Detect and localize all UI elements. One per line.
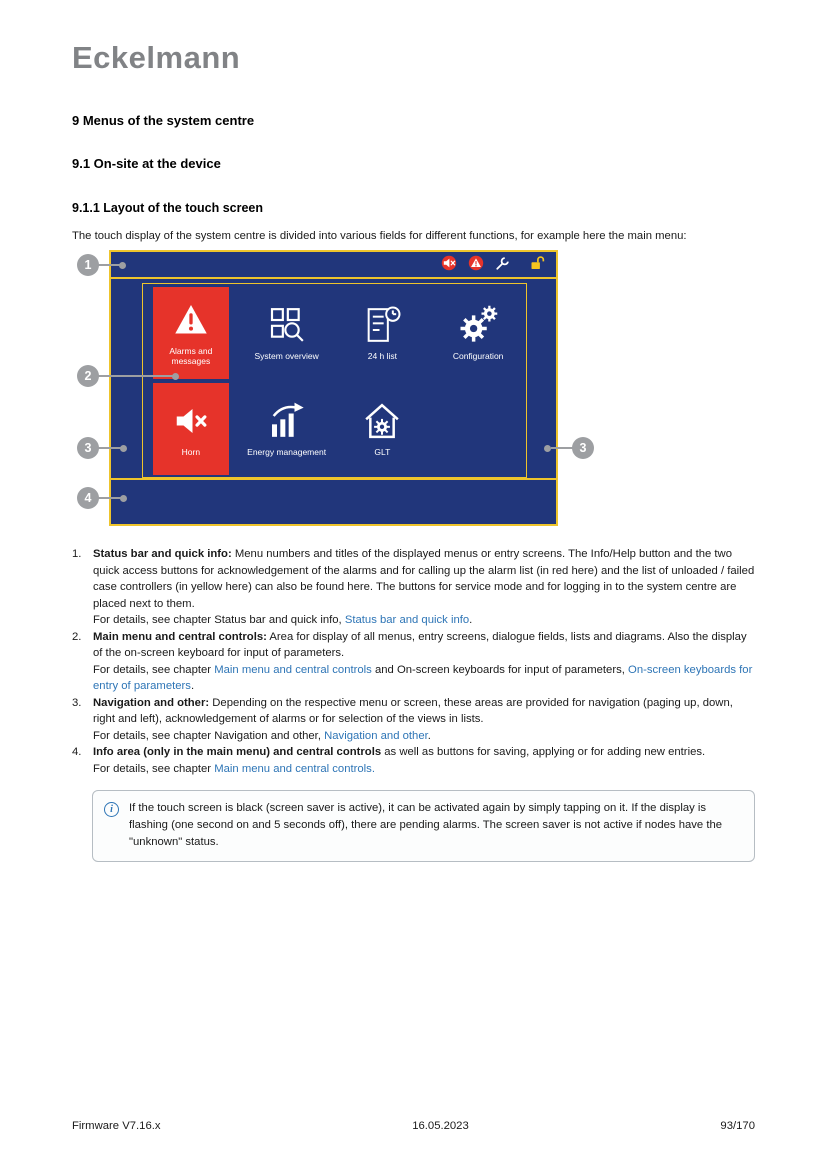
callout-dot <box>544 445 551 452</box>
heading-chapter: 9 Menus of the system centre <box>72 113 255 128</box>
info-icon: i <box>104 802 119 817</box>
warning-triangle-icon <box>172 299 210 341</box>
details-suffix: . <box>190 680 195 693</box>
gears-icon <box>457 304 499 346</box>
callout-dot <box>119 262 126 269</box>
callout-2-badge: 2 <box>77 365 99 387</box>
list-item-title: Main menu and central controls: <box>93 630 267 643</box>
cases-magnifier-icon <box>267 304 307 346</box>
eckelmann-logo: Eckelmann <box>72 40 241 75</box>
house-gear-icon <box>362 400 402 442</box>
tile-label: Energy management <box>247 447 327 458</box>
note-text: If the touch screen is black (screen saver is active), it can be activated again by simply tapping on it. If the display is flashing (one second on and 5 seconds off), there are pending alarms. The screen saver is not active if nodes have the "unknown" status. <box>129 802 723 849</box>
tile-energy-management <box>241 383 333 475</box>
info-area-strip <box>111 478 556 524</box>
callout-3-left-badge: 3 <box>77 437 99 459</box>
chapter-link-main-menu[interactable]: Main menu and central controls <box>214 663 372 676</box>
list-item-text: Menu numbers and titles of the displayed menus or entry screens. The Info/Help button and the two quick access buttons for acknowledgement of the alarms and for calling up the alarm list (in red here) and the list of unloaded / failed case controllers (in yellow here) can also be found here. The buttons for service mode and for logging in to the system centre are placed next to them. <box>93 548 755 610</box>
callout-4-badge: 4 <box>77 487 99 509</box>
info-note-box <box>92 790 755 862</box>
details-text: For details, see chapter <box>93 663 215 676</box>
heading-subsection: 9.1.1 Layout of the touch screen <box>72 201 264 215</box>
tile-horn <box>153 383 229 475</box>
list-item <box>72 629 755 695</box>
details-suffix: . <box>427 729 431 742</box>
menu-cell <box>335 381 431 478</box>
service-wrench-icon <box>495 256 510 274</box>
callout-line <box>97 497 122 499</box>
menu-cell-empty <box>430 381 526 478</box>
details-suffix: . <box>469 614 473 627</box>
list-number: 2. <box>72 630 82 643</box>
list-item-title: Info area (only in the main menu) and central controls <box>93 746 382 759</box>
touchscreen-image <box>109 250 558 526</box>
details-text: For details, see chapter Navigation and other, <box>93 729 325 742</box>
chapter-link-navigation[interactable]: Navigation and other <box>324 729 428 742</box>
menu-cell <box>335 284 431 381</box>
details-mid: and On-screen keyboards for input of parameters, <box>371 663 629 676</box>
list-item <box>72 546 755 628</box>
list-clock-icon <box>362 304 402 346</box>
details-text: For details, see chapter <box>93 762 215 775</box>
tile-24h-list <box>336 287 428 379</box>
tile-label: GLT <box>374 447 391 458</box>
mute-alarm-icon <box>441 255 457 274</box>
callout-dot <box>120 445 127 452</box>
tile-label: System overview <box>254 350 319 361</box>
main-menu-area <box>142 283 527 478</box>
tile-label: Horn <box>181 447 201 458</box>
heading-section: 9.1 On-site at the device <box>72 156 221 171</box>
menu-cell <box>143 381 239 478</box>
menu-cell <box>430 284 526 381</box>
tile-alarms-and-messages <box>153 287 229 379</box>
touchscreen-figure <box>72 250 755 534</box>
list-item-title: Navigation and other: <box>93 696 210 709</box>
page-footer <box>72 1120 755 1132</box>
speaker-muted-icon <box>171 400 211 442</box>
intro-paragraph: The touch display of the system centre is divided into various fields for different functions, for example here the main menu: <box>72 230 687 242</box>
tile-label: 24 h list <box>367 350 398 361</box>
callout-3-right-badge: 3 <box>572 437 594 459</box>
bar-chart-arrow-icon <box>267 400 307 442</box>
callout-line <box>97 375 175 377</box>
tile-configuration <box>432 287 524 379</box>
tile-system-overview <box>241 287 333 379</box>
alarm-list-icon <box>468 255 484 274</box>
chapter-link-status-bar[interactable]: Status bar and quick info <box>344 614 470 627</box>
status-bar-area <box>111 252 556 279</box>
callout-line <box>551 447 573 449</box>
list-item-text: Depending on the respective menu or screen, these areas are provided for navigation (paging up, down, right and left), acknowledgement of alarms or for selection of the views in lists. <box>93 696 733 726</box>
chapter-link-main-menu-2[interactable]: Main menu and central controls. <box>214 762 375 775</box>
callout-1-badge: 1 <box>77 254 99 276</box>
login-unlocked-icon <box>529 255 546 274</box>
list-item <box>72 744 755 777</box>
chapter-link-keyboards[interactable]: On-screen keyboards for entry of parameters <box>93 663 753 693</box>
list-number: 1. <box>72 548 82 561</box>
area-description-list <box>72 546 755 777</box>
list-item-title: Status bar and quick info: <box>93 548 232 561</box>
tile-glt <box>336 383 428 475</box>
tile-label: Alarms and messages <box>169 345 213 367</box>
menu-cell <box>239 381 335 478</box>
details-text: For details, see chapter Status bar and quick info, <box>93 614 345 627</box>
menu-cell <box>143 284 239 381</box>
tile-label: Configuration <box>452 350 504 361</box>
menu-cell <box>239 284 335 381</box>
callout-dot <box>172 373 179 380</box>
list-number: 3. <box>72 696 82 709</box>
list-item <box>72 695 755 744</box>
list-number: 4. <box>72 746 82 759</box>
callout-dot <box>120 495 127 502</box>
footer-page-number: 93/170 <box>720 1120 755 1132</box>
footer-date: 16.05.2023 <box>412 1120 469 1132</box>
callout-line <box>97 447 122 449</box>
list-item-text: as well as buttons for saving, applying or for adding new entries. <box>381 746 706 759</box>
list-item-text: Area for display of all menus, entry screens, dialogue fields, lists and diagrams. Also the display of the on-screen keyboard for input of parameters. <box>93 630 747 660</box>
footer-firmware: Firmware V7.16.x <box>72 1120 161 1132</box>
